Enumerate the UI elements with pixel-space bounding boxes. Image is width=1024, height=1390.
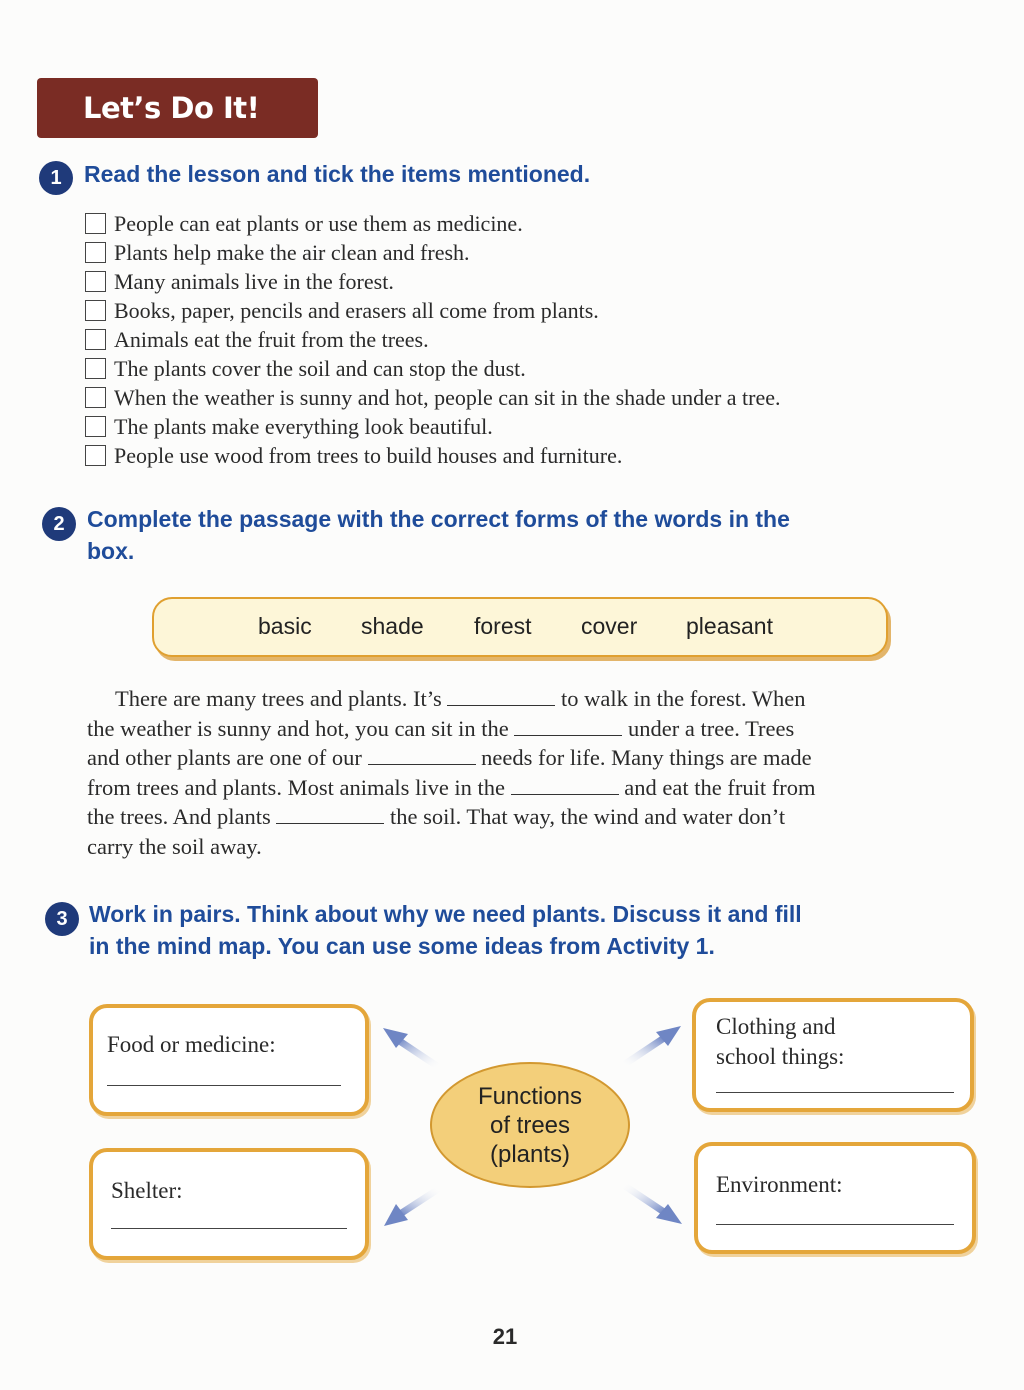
clothing-school-label-line: school things: [716, 1044, 845, 1069]
arrow-to-food [383, 1028, 440, 1068]
shelter-label: Shelter: [111, 1178, 183, 1203]
passage-text: under a tree. Trees [628, 715, 795, 741]
checklist-item-text: The plants make everything look beautiful. [114, 413, 493, 439]
activity-2-number: 2 [42, 507, 76, 541]
word-forest: forest [474, 613, 532, 639]
passage-text: the trees. And plants [87, 804, 271, 829]
activity-3-instruction-line: Work in pairs. Think about why we need plants. Discuss it and fill [89, 901, 802, 927]
section-title: Let’s Do It! [83, 91, 260, 125]
checklist-item-text: Many animals live in the forest. [114, 268, 394, 294]
checklist-item-text: When the weather is sunny and hot, people can sit in the shade under a tree. [114, 384, 781, 410]
word-pleasant: pleasant [686, 613, 773, 639]
activity-3-instruction-line: in the mind map. You can use some ideas from Activity 1. [89, 933, 715, 959]
checklist-item-text: Books, paper, pencils and erasers all come from plants. [114, 297, 599, 323]
center-label-line: (plants) [489, 1140, 571, 1168]
activity-2-instruction-line: Complete the passage with the correct forms of the words in the [87, 506, 790, 532]
page-number: 21 [492, 1324, 518, 1349]
passage-text: the weather is sunny and hot, you can sit in the [87, 715, 509, 741]
activity-1-instruction: Read the lesson and tick the items mentioned. [84, 161, 591, 187]
arrow-to-clothing [622, 1026, 681, 1066]
environment-label: Environment: [716, 1172, 843, 1197]
activity-3-number: 3 [45, 902, 79, 936]
passage-text: and eat the fruit from [624, 774, 816, 800]
arrow-to-environment [622, 1184, 682, 1224]
food-medicine-label: Food or medicine: [107, 1032, 276, 1057]
word-shade: shade [361, 613, 424, 639]
center-label-line: of trees [489, 1111, 571, 1139]
word-basic: basic [258, 613, 312, 639]
activity-1-number: 1 [39, 161, 73, 195]
center-label-line: Functions [477, 1082, 583, 1110]
arrow-to-shelter [384, 1188, 440, 1226]
checklist-item-text: Animals eat the fruit from the trees. [114, 326, 429, 352]
checklist-item-text: Plants help make the air clean and fresh. [114, 239, 470, 265]
checklist-item-text: People can eat plants or use them as medicine. [114, 210, 523, 236]
clothing-school-label-line: Clothing and [716, 1014, 836, 1039]
checklist-item-text: The plants cover the soil and can stop the dust. [114, 355, 526, 381]
checklist-item-text: People use wood from trees to build houses and furniture. [114, 442, 623, 468]
word-cover: cover [581, 613, 638, 639]
activity-2-instruction-line: box. [87, 538, 135, 564]
passage-text: the soil. That way, the wind and water don’t [389, 804, 786, 829]
passage-text: and other plants are one of our [87, 745, 362, 770]
passage-text: from trees and plants. Most animals live in the [87, 774, 506, 800]
passage-text: carry the soil away. [87, 833, 262, 859]
passage-text: There are many trees and plants. It’s [115, 686, 442, 711]
passage-text: needs for life. Many things are made [481, 745, 812, 770]
passage-text: to walk in the forest. When [561, 686, 806, 711]
